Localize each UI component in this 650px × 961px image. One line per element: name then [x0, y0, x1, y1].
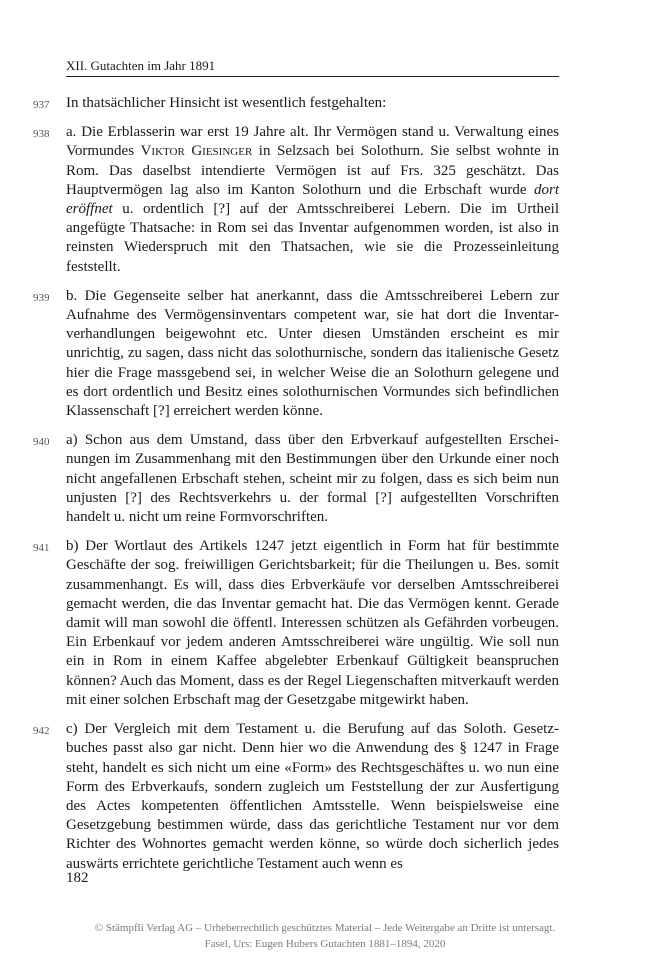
main-text [0, 94, 650, 884]
paragraph-text: c) Der Vergleich mit dem Testament u. die Berufung auf das Soloth. Gesetzbuches passt also gar nicht. Denn hier wo die Anwendung des § 1247 in Frage steht, handelt es sich nicht um eine «Form» des Rechtsgeschäftes u. wo nun eine Form des Erbverkaufs, sondern zugleich um Feststellung der zur Ausfertigung des Actes kompetenten öffentlichen Amtsstelle. Wenn beispielsweise eine Gesetzgebung bestimmen würde, dass das gerichtliche Testament nur vor dem Richter des Wohnortes gemacht werden könne, so würde doch sicherlich jedes auswärts errichtete gerichtliche Testament auch wenn es [66, 721, 559, 872]
margin-number: 940 [33, 436, 50, 449]
margin-number: 939 [33, 291, 50, 304]
margin-number: 937 [33, 99, 50, 111]
emphasis: dort eröffnet [66, 181, 559, 218]
margin-number: 941 [33, 542, 50, 555]
text-segment: in Selzsach bei Solothurn. Sie selbst wohnte in Rom. Das daselbst intendierte Vermögen ist auf Frs. 325 geschätzt. Das Hauptvermögen lag also im Kanton Solothurn und die Erbschaft wurde [66, 143, 559, 198]
person-name: Viktor Giesinger [140, 143, 253, 160]
paragraph-text: b) Der Wortlaut des Artikels 1247 jetzt eigentlich in Form hat für bestimmte Geschäfte der sog. freiwilligen Gerichtsbarkeit; für die Theilungen u. Bes. somit zusammenhangt. Es will, dass dies Erbverkäufe vor derselben Amtsschreiberei gemacht werden, die das Inventar gemacht hat. Die das Vermögen kennt. Gerade damit will man sowohl die öffentl. Interessen schützen als Gefährden vorbeugen. Ein Erbenkauf vor jedem anderen Amtsschreiberei wäre ungültig. Wie soll nun ein in Rom in einem Kaffee abgelebter Erbenkauf Gültigkeit beanspruchen können? Auch das Moment, dass es der Regel Liegenschaften mitverkauft werden mit einer solchen Erbschaft mag der Gesetzgabe mitgewirkt haben. [66, 538, 559, 708]
text-segment: a. Die Erblasserin war erst 19 Jahre alt. Ihr Vermögen stand u. Verwaltung eines Vormundes [66, 124, 559, 160]
paragraph-938 [0, 123, 650, 277]
margin-number: 942 [33, 725, 50, 738]
text-segment: u. ordentlich [?] auf der Amtsschreiberei Lebern. Die im Urtheil angefügte Thatsache: in Rom sei das Inventar aufgenommen worden, ist also in reinsten Wiederspruch mit den Thatsachen, wie sie die Prozesseinleitung feststellt. [66, 201, 559, 275]
paragraph-941 [0, 537, 650, 710]
margin-number: 938 [33, 128, 50, 141]
page-number: 182 [66, 870, 89, 886]
running-header: XII. Gutachten im Jahr 1891 [66, 58, 559, 77]
paragraph-942 [0, 720, 650, 874]
paragraph-939 [0, 287, 650, 421]
copyright-footer [0, 920, 650, 952]
paragraph-text: b. Die Gegenseite selber hat anerkannt, dass die Amtsschreiberei Lebern zur Aufnahme des Vermögensinventars competent war, sie hat dort die Inventarverhandlungen beigewohnt etc. Unter diesen Umständen erscheint es mir unrichtig, zu sagen, dass nicht das solothurnische, sondern das italienische Gesetz hier die Frage massgebend sei, in welcher Weise die an Solothurn gelegene und es dort ordentlich und Besitz eines solothurnischen Vormundes sich befindlichen Klassenschaft [?] erreichert werden könne. [66, 287, 559, 420]
paragraph-937 [0, 94, 650, 113]
paragraph-text [66, 123, 559, 277]
paragraph-940 [0, 431, 650, 527]
paragraph-text: In thatsächlicher Hinsicht ist wesentlich festgehalten: [66, 95, 387, 111]
paragraph-text: a) Schon aus dem Umstand, dass über den Erbverkauf aufgestellten Erscheinungen im Zusammenhang mit den Bestimmungen über den Urkunde einer noch nicht angefallenen Erbschaft stehen, scheint mir zu folgen, dass es sich beim nun unjusten [?] des Rechtsverkehrs u. der formal [?] aufgestellten Vorschriften handelt u. nicht um reine Formvorschriften. [66, 432, 559, 526]
footer-line-citation: Fasel, Urs: Eugen Hubers Gutachten 1881–1894, 2020 [204, 938, 446, 950]
footer-line-copyright: © Stämpfli Verlag AG – Urheberrechtlich geschütztes Material – Jede Weitergabe an Dritte ist untersagt. [94, 922, 556, 934]
